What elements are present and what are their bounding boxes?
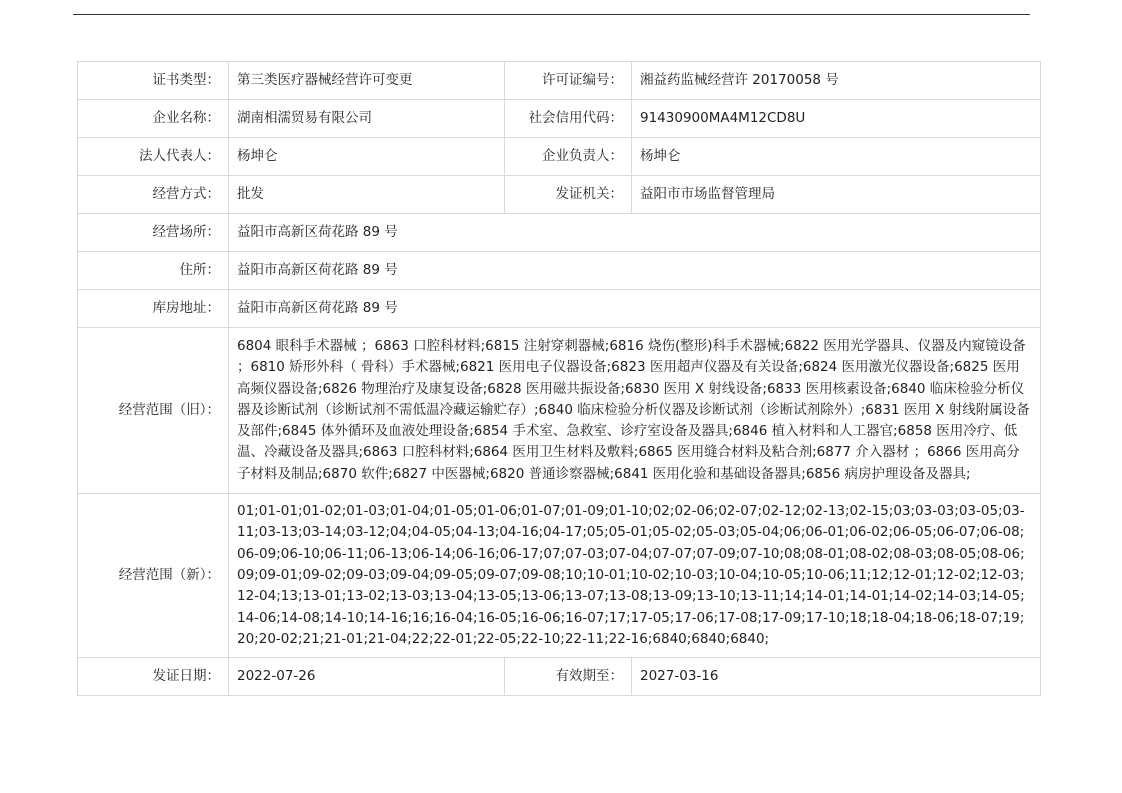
business-scope-old-label: 经营范围（旧）： xyxy=(78,328,229,494)
business-scope-new-label: 经营范围（新）： xyxy=(78,494,229,658)
license-table xyxy=(77,61,1041,696)
valid-until-value: 2027-03-16 xyxy=(632,658,1041,696)
cert-type-value: 第三类医疗器械经营许可变更 xyxy=(229,62,505,100)
issue-date-label: 发证日期： xyxy=(78,658,229,696)
person-in-charge-value: 杨坤仑 xyxy=(632,138,1041,176)
table-row xyxy=(78,138,1041,176)
credit-code-label: 社会信用代码： xyxy=(505,100,632,138)
table-row xyxy=(78,100,1041,138)
table-row xyxy=(78,252,1041,290)
business-scope-old-value: 6804 眼科手术器械 ；6863 口腔科材料;6815 注射穿刺器械;6816 烧伤(整形)科手术器械;6822 医用光学器具、仪器及内窥镜设备 ；6810 矫形外科（ 骨科）手术器械;6821 医用电子仪器设备;6823 医用超声仪器及有关设备;6824 医用激光仪器设备;6825 医用高频仪器设备;6826 物理治疗及康复设备;6828 医用磁共振设备;6830 医用 X 射线设备;6833 医用核素设备;6840 临床检验分析仪器及诊断试剂（诊断试剂不需低温冷藏运输贮存）;6840 临床检验分析仪器及诊断试剂（诊断试剂除外）;6831 医用 X 射线附属设备及部件;6845 体外循环及血液处理设备;6854 手术室、急救室、诊疗室设备及器具;6846 植入材料和人工器官;6858 医用冷疗、低温、冷藏设备及器具;6863 口腔科材料;6864 医用卫生材料及敷料;6865 医用缝合材料及粘合剂;6877 介入器材 ；6866 医用高分子材料及制品;6870 软件;6827 中医器械;6820 普通诊察器械;6841 医用化验和基础设备器具;6856 病房护理设备及器具; xyxy=(229,328,1041,494)
issuing-authority-label: 发证机关： xyxy=(505,176,632,214)
warehouse-address-label: 库房地址： xyxy=(78,290,229,328)
company-name-label: 企业名称： xyxy=(78,100,229,138)
legal-representative-value: 杨坤仑 xyxy=(229,138,505,176)
business-premises-value: 益阳市高新区荷花路 89 号 xyxy=(229,214,1041,252)
table-row xyxy=(78,328,1041,494)
table-row xyxy=(78,62,1041,100)
warehouse-address-value: 益阳市高新区荷花路 89 号 xyxy=(229,290,1041,328)
issuing-authority-value: 益阳市市场监督管理局 xyxy=(632,176,1041,214)
legal-representative-label: 法人代表人： xyxy=(78,138,229,176)
business-mode-value: 批发 xyxy=(229,176,505,214)
table-row xyxy=(78,658,1041,696)
issue-date-value: 2022-07-26 xyxy=(229,658,505,696)
residence-label: 住所： xyxy=(78,252,229,290)
business-mode-label: 经营方式： xyxy=(78,176,229,214)
table-row xyxy=(78,290,1041,328)
business-scope-new-value: 01;01-01;01-02;01-03;01-04;01-05;01-06;01-07;01-09;01-10;02;02-06;02-07;02-12;02-13;02-15;03;03-03;03-05;03-11;03-13;03-14;03-12;04;04-05;04-13;04-16;04-17;05;05-01;05-02;05-03;05-04;06;06-01;06-02;06-05;06-07;06-08;06-09;06-10;06-11;06-13;06-14;06-16;06-17;07;07-03;07-04;07-07;07-09;07-10;08;08-01;08-02;08-03;08-05;08-06;09;09-01;09-02;09-03;09-04;09-05;09-07;09-08;10;10-01;10-02;10-03;10-04;10-05;10-06;11;12;12-01;12-02;12-03;12-04;13;13-01;13-02;13-03;13-04;13-05;13-06;13-07;13-08;13-09;13-10;13-11;14;14-01;14-01;14-02;14-03;14-05;14-06;14-08;14-10;14-16;16;16-04;16-05;16-06;16-07;17;17-05;17-06;17-08;17-09;17-10;18;18-04;18-06;18-07;19;20;20-02;21;21-01;21-04;22;22-01;22-05;22-10;22-11;22-16;6840;6840;6840; xyxy=(229,494,1041,658)
table-row xyxy=(78,176,1041,214)
table-row xyxy=(78,214,1041,252)
credit-code-value: 91430900MA4M12CD8U xyxy=(632,100,1041,138)
business-premises-label: 经营场所： xyxy=(78,214,229,252)
license-number-label: 许可证编号： xyxy=(505,62,632,100)
valid-until-label: 有效期至： xyxy=(505,658,632,696)
cert-type-label: 证书类型： xyxy=(78,62,229,100)
residence-value: 益阳市高新区荷花路 89 号 xyxy=(229,252,1041,290)
top-divider xyxy=(73,14,1030,15)
company-name-value: 湖南相濡贸易有限公司 xyxy=(229,100,505,138)
person-in-charge-label: 企业负责人： xyxy=(505,138,632,176)
table-row xyxy=(78,494,1041,658)
license-number-value: 湘益药监械经营许 20170058 号 xyxy=(632,62,1041,100)
